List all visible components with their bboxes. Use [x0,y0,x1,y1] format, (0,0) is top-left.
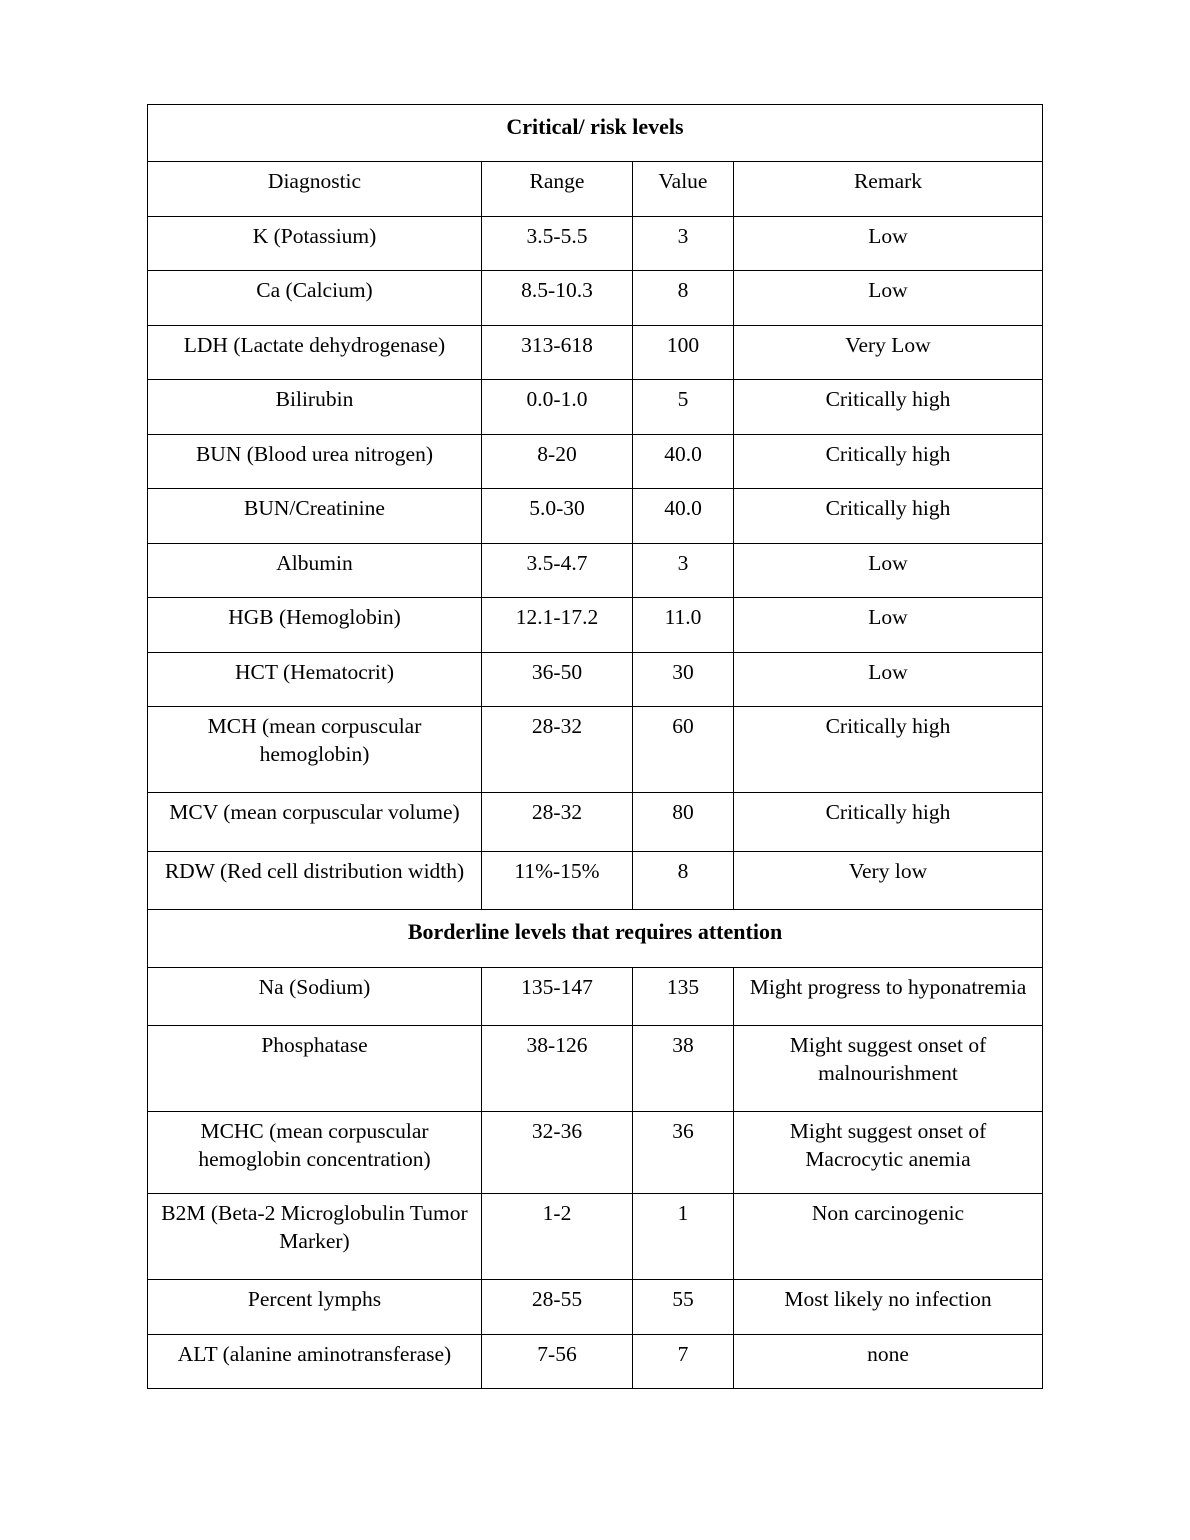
cell-range: 5.0-30 [482,489,633,544]
table-row [148,793,1043,852]
cell-value: 40.0 [633,489,734,544]
table-row [148,967,1043,1026]
cell-diagnostic: HGB (Hemoglobin) [148,598,482,653]
cell-range: 0.0-1.0 [482,380,633,435]
table-row [148,1280,1043,1335]
cell-remark: Most likely no infection [734,1280,1043,1335]
cell-value: 38 [633,1026,734,1112]
cell-value: 36 [633,1112,734,1194]
cell-diagnostic: RDW (Red cell distribution width) [148,851,482,910]
cell-diagnostic: BUN/Creatinine [148,489,482,544]
table-row [148,543,1043,598]
table-row [148,1026,1043,1112]
table-row [148,380,1043,435]
cell-value: 11.0 [633,598,734,653]
column-header-row [148,162,1043,217]
cell-diagnostic: MCHC (mean corpuscular hemoglobin concentration) [148,1112,482,1194]
cell-remark: Might progress to hyponatremia [734,967,1043,1026]
cell-diagnostic: MCH (mean corpuscular hemoglobin) [148,707,482,793]
cell-range: 7-56 [482,1334,633,1389]
cell-diagnostic: HCT (Hematocrit) [148,652,482,707]
cell-diagnostic: B2M (Beta-2 Microglobulin Tumor Marker) [148,1194,482,1280]
cell-remark: Critically high [734,380,1043,435]
table-row [148,434,1043,489]
cell-remark: Might suggest onset of malnourishment [734,1026,1043,1112]
cell-range: 135-147 [482,967,633,1026]
section-title-borderline: Borderline levels that requires attention [148,910,1043,967]
table-row [148,652,1043,707]
cell-value: 60 [633,707,734,793]
column-header-value: Value [633,162,734,217]
cell-range: 12.1-17.2 [482,598,633,653]
column-header-range: Range [482,162,633,217]
table-row [148,1112,1043,1194]
cell-remark: Very low [734,851,1043,910]
cell-range: 1-2 [482,1194,633,1280]
cell-remark: Critically high [734,707,1043,793]
cell-remark: Low [734,543,1043,598]
column-header-diagnostic: Diagnostic [148,162,482,217]
column-header-remark: Remark [734,162,1043,217]
cell-range: 36-50 [482,652,633,707]
cell-value: 5 [633,380,734,435]
cell-value: 30 [633,652,734,707]
section-header-row-critical [148,105,1043,162]
cell-value: 3 [633,543,734,598]
cell-remark: Critically high [734,793,1043,852]
table-row [148,325,1043,380]
cell-value: 135 [633,967,734,1026]
cell-range: 28-55 [482,1280,633,1335]
cell-range: 28-32 [482,707,633,793]
cell-range: 28-32 [482,793,633,852]
cell-diagnostic: Phosphatase [148,1026,482,1112]
cell-remark: Low [734,216,1043,271]
table-row [148,707,1043,793]
cell-diagnostic: Ca (Calcium) [148,271,482,326]
cell-diagnostic: Na (Sodium) [148,967,482,1026]
cell-diagnostic: MCV (mean corpuscular volume) [148,793,482,852]
cell-range: 32-36 [482,1112,633,1194]
cell-value: 100 [633,325,734,380]
table-row [148,216,1043,271]
cell-remark: Low [734,598,1043,653]
cell-range: 38-126 [482,1026,633,1112]
table-row [148,1334,1043,1389]
cell-range: 3.5-4.7 [482,543,633,598]
cell-remark: Low [734,652,1043,707]
cell-range: 8.5-10.3 [482,271,633,326]
cell-diagnostic: Percent lymphs [148,1280,482,1335]
lab-results-table [147,104,1043,1389]
table-row [148,598,1043,653]
section-header-row-borderline [148,910,1043,967]
cell-diagnostic: LDH (Lactate dehydrogenase) [148,325,482,380]
cell-remark: Critically high [734,434,1043,489]
cell-value: 8 [633,271,734,326]
cell-value: 3 [633,216,734,271]
table-row [148,851,1043,910]
cell-diagnostic: BUN (Blood urea nitrogen) [148,434,482,489]
cell-value: 40.0 [633,434,734,489]
cell-range: 8-20 [482,434,633,489]
table-row [148,1194,1043,1280]
cell-remark: Very Low [734,325,1043,380]
cell-value: 1 [633,1194,734,1280]
cell-diagnostic: Albumin [148,543,482,598]
cell-range: 11%-15% [482,851,633,910]
cell-diagnostic: Bilirubin [148,380,482,435]
cell-remark: Critically high [734,489,1043,544]
cell-diagnostic: K (Potassium) [148,216,482,271]
cell-diagnostic: ALT (alanine aminotransferase) [148,1334,482,1389]
cell-value: 8 [633,851,734,910]
cell-range: 3.5-5.5 [482,216,633,271]
cell-remark: Non carcinogenic [734,1194,1043,1280]
table-row [148,489,1043,544]
section-title-critical: Critical/ risk levels [148,105,1043,162]
cell-range: 313-618 [482,325,633,380]
cell-value: 55 [633,1280,734,1335]
cell-remark: none [734,1334,1043,1389]
table-body [148,105,1043,1389]
cell-value: 7 [633,1334,734,1389]
table-row [148,271,1043,326]
cell-remark: Might suggest onset of Macrocytic anemia [734,1112,1043,1194]
cell-value: 80 [633,793,734,852]
cell-remark: Low [734,271,1043,326]
